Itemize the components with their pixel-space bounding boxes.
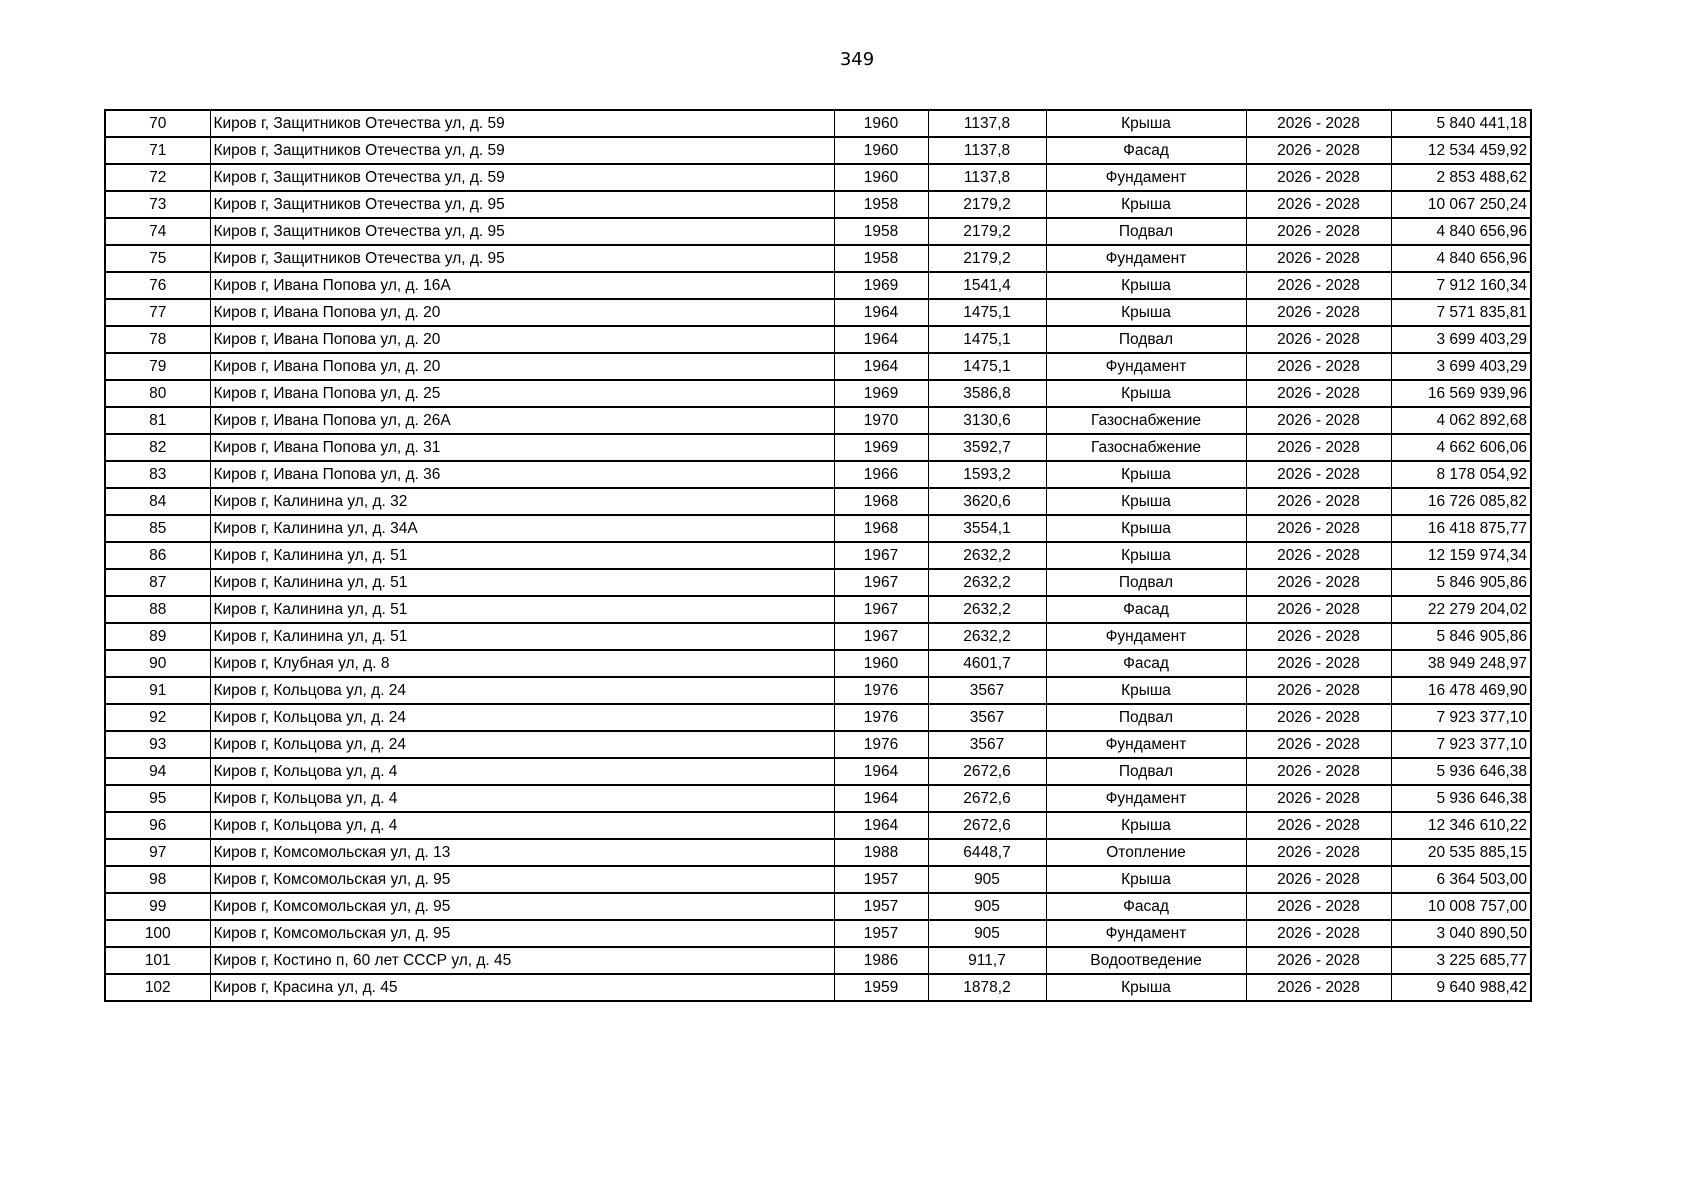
year-cell: 1986 (834, 947, 928, 974)
work-type-cell: Крыша (1046, 488, 1246, 515)
table-row (105, 488, 1531, 515)
cost-cell: 3 699 403,29 (1391, 326, 1531, 353)
year-cell: 1964 (834, 812, 928, 839)
cost-cell: 5 846 905,86 (1391, 569, 1531, 596)
address-cell: Киров г, Ивана Попова ул, д. 26А (210, 407, 834, 434)
work-type-cell: Газоснабжение (1046, 434, 1246, 461)
period-cell: 2026 - 2028 (1246, 245, 1391, 272)
area-cell: 2179,2 (928, 218, 1046, 245)
area-cell: 4601,7 (928, 650, 1046, 677)
cost-cell: 7 912 160,34 (1391, 272, 1531, 299)
period-cell: 2026 - 2028 (1246, 974, 1391, 1001)
cost-cell: 16 726 085,82 (1391, 488, 1531, 515)
year-cell: 1960 (834, 137, 928, 164)
table-row (105, 839, 1531, 866)
year-cell: 1960 (834, 650, 928, 677)
row-number: 77 (105, 299, 210, 326)
row-number: 92 (105, 704, 210, 731)
address-cell: Киров г, Ивана Попова ул, д. 20 (210, 299, 834, 326)
period-cell: 2026 - 2028 (1246, 596, 1391, 623)
work-type-cell: Отопление (1046, 839, 1246, 866)
address-cell: Киров г, Кольцова ул, д. 24 (210, 677, 834, 704)
table-row (105, 191, 1531, 218)
year-cell: 1970 (834, 407, 928, 434)
period-cell: 2026 - 2028 (1246, 893, 1391, 920)
period-cell: 2026 - 2028 (1246, 731, 1391, 758)
cost-cell: 4 662 606,06 (1391, 434, 1531, 461)
work-type-cell: Крыша (1046, 677, 1246, 704)
row-number: 97 (105, 839, 210, 866)
row-number: 93 (105, 731, 210, 758)
area-cell: 3586,8 (928, 380, 1046, 407)
year-cell: 1958 (834, 218, 928, 245)
work-type-cell: Подвал (1046, 326, 1246, 353)
table-row (105, 434, 1531, 461)
cost-cell: 7 923 377,10 (1391, 731, 1531, 758)
work-type-cell: Фундамент (1046, 920, 1246, 947)
address-cell: Киров г, Комсомольская ул, д. 13 (210, 839, 834, 866)
work-type-cell: Крыша (1046, 272, 1246, 299)
year-cell: 1957 (834, 866, 928, 893)
table-row (105, 785, 1531, 812)
address-cell: Киров г, Калинина ул, д. 51 (210, 569, 834, 596)
row-number: 81 (105, 407, 210, 434)
work-type-cell: Фундамент (1046, 353, 1246, 380)
cost-cell: 12 534 459,92 (1391, 137, 1531, 164)
row-number: 94 (105, 758, 210, 785)
address-cell: Киров г, Кольцова ул, д. 24 (210, 731, 834, 758)
area-cell: 2632,2 (928, 623, 1046, 650)
address-cell: Киров г, Красина ул, д. 45 (210, 974, 834, 1001)
row-number: 88 (105, 596, 210, 623)
year-cell: 1960 (834, 164, 928, 191)
period-cell: 2026 - 2028 (1246, 704, 1391, 731)
table-body (105, 110, 1531, 1001)
table-row (105, 893, 1531, 920)
period-cell: 2026 - 2028 (1246, 785, 1391, 812)
table-row (105, 299, 1531, 326)
year-cell: 1964 (834, 326, 928, 353)
year-cell: 1964 (834, 353, 928, 380)
row-number: 70 (105, 110, 210, 137)
address-cell: Киров г, Комсомольская ул, д. 95 (210, 893, 834, 920)
cost-cell: 7 571 835,81 (1391, 299, 1531, 326)
table-row (105, 380, 1531, 407)
row-number: 98 (105, 866, 210, 893)
table-row (105, 326, 1531, 353)
work-type-cell: Крыша (1046, 866, 1246, 893)
area-cell: 2632,2 (928, 542, 1046, 569)
area-cell: 3130,6 (928, 407, 1046, 434)
work-type-cell: Крыша (1046, 191, 1246, 218)
year-cell: 1967 (834, 542, 928, 569)
area-cell: 2632,2 (928, 596, 1046, 623)
row-number: 72 (105, 164, 210, 191)
work-type-cell: Крыша (1046, 380, 1246, 407)
cost-cell: 2 853 488,62 (1391, 164, 1531, 191)
address-cell: Киров г, Защитников Отечества ул, д. 95 (210, 191, 834, 218)
work-type-cell: Подвал (1046, 758, 1246, 785)
work-type-cell: Крыша (1046, 515, 1246, 542)
row-number: 74 (105, 218, 210, 245)
cost-cell: 16 478 469,90 (1391, 677, 1531, 704)
row-number: 82 (105, 434, 210, 461)
row-number: 86 (105, 542, 210, 569)
area-cell: 905 (928, 893, 1046, 920)
cost-cell: 5 936 646,38 (1391, 758, 1531, 785)
period-cell: 2026 - 2028 (1246, 947, 1391, 974)
area-cell: 911,7 (928, 947, 1046, 974)
period-cell: 2026 - 2028 (1246, 920, 1391, 947)
year-cell: 1976 (834, 731, 928, 758)
address-cell: Киров г, Кольцова ул, д. 4 (210, 758, 834, 785)
area-cell: 2672,6 (928, 812, 1046, 839)
address-cell: Киров г, Клубная ул, д. 8 (210, 650, 834, 677)
period-cell: 2026 - 2028 (1246, 866, 1391, 893)
year-cell: 1959 (834, 974, 928, 1001)
cost-cell: 5 840 441,18 (1391, 110, 1531, 137)
table-row (105, 866, 1531, 893)
address-cell: Киров г, Кольцова ул, д. 4 (210, 812, 834, 839)
year-cell: 1958 (834, 191, 928, 218)
row-number: 78 (105, 326, 210, 353)
cost-cell: 3 040 890,50 (1391, 920, 1531, 947)
row-number: 80 (105, 380, 210, 407)
address-cell: Киров г, Ивана Попова ул, д. 36 (210, 461, 834, 488)
area-cell: 1593,2 (928, 461, 1046, 488)
work-type-cell: Крыша (1046, 110, 1246, 137)
table-row (105, 569, 1531, 596)
row-number: 76 (105, 272, 210, 299)
address-cell: Киров г, Ивана Попова ул, д. 31 (210, 434, 834, 461)
period-cell: 2026 - 2028 (1246, 191, 1391, 218)
area-cell: 905 (928, 866, 1046, 893)
table-row (105, 164, 1531, 191)
period-cell: 2026 - 2028 (1246, 839, 1391, 866)
area-cell: 1475,1 (928, 299, 1046, 326)
work-type-cell: Газоснабжение (1046, 407, 1246, 434)
year-cell: 1967 (834, 596, 928, 623)
address-cell: Киров г, Калинина ул, д. 32 (210, 488, 834, 515)
year-cell: 1957 (834, 920, 928, 947)
area-cell: 2672,6 (928, 785, 1046, 812)
row-number: 73 (105, 191, 210, 218)
table-row (105, 245, 1531, 272)
row-number: 101 (105, 947, 210, 974)
page-number: 349 (839, 49, 875, 70)
period-cell: 2026 - 2028 (1246, 407, 1391, 434)
address-cell: Киров г, Защитников Отечества ул, д. 95 (210, 218, 834, 245)
year-cell: 1967 (834, 569, 928, 596)
table-row (105, 272, 1531, 299)
work-type-cell: Фундамент (1046, 164, 1246, 191)
period-cell: 2026 - 2028 (1246, 623, 1391, 650)
row-number: 71 (105, 137, 210, 164)
area-cell: 2632,2 (928, 569, 1046, 596)
row-number: 83 (105, 461, 210, 488)
year-cell: 1958 (834, 245, 928, 272)
row-number: 90 (105, 650, 210, 677)
work-type-cell: Фундамент (1046, 785, 1246, 812)
area-cell: 1541,4 (928, 272, 1046, 299)
period-cell: 2026 - 2028 (1246, 326, 1391, 353)
row-number: 100 (105, 920, 210, 947)
year-cell: 1964 (834, 299, 928, 326)
cost-cell: 4 840 656,96 (1391, 218, 1531, 245)
period-cell: 2026 - 2028 (1246, 164, 1391, 191)
area-cell: 1475,1 (928, 353, 1046, 380)
area-cell: 905 (928, 920, 1046, 947)
year-cell: 1988 (834, 839, 928, 866)
period-cell: 2026 - 2028 (1246, 542, 1391, 569)
area-cell: 3592,7 (928, 434, 1046, 461)
area-cell: 1137,8 (928, 164, 1046, 191)
address-cell: Киров г, Кольцова ул, д. 24 (210, 704, 834, 731)
capital-repair-table (104, 109, 1532, 1002)
cost-cell: 10 008 757,00 (1391, 893, 1531, 920)
work-type-cell: Фасад (1046, 650, 1246, 677)
area-cell: 1878,2 (928, 974, 1046, 1001)
cost-cell: 12 159 974,34 (1391, 542, 1531, 569)
table-row (105, 110, 1531, 137)
period-cell: 2026 - 2028 (1246, 272, 1391, 299)
year-cell: 1964 (834, 758, 928, 785)
table-row (105, 353, 1531, 380)
cost-cell: 10 067 250,24 (1391, 191, 1531, 218)
row-number: 102 (105, 974, 210, 1001)
work-type-cell: Фундамент (1046, 731, 1246, 758)
table-row (105, 677, 1531, 704)
cost-cell: 20 535 885,15 (1391, 839, 1531, 866)
address-cell: Киров г, Ивана Попова ул, д. 16А (210, 272, 834, 299)
work-type-cell: Водоотведение (1046, 947, 1246, 974)
work-type-cell: Крыша (1046, 542, 1246, 569)
period-cell: 2026 - 2028 (1246, 569, 1391, 596)
address-cell: Киров г, Калинина ул, д. 51 (210, 623, 834, 650)
table-row (105, 596, 1531, 623)
address-cell: Киров г, Калинина ул, д. 51 (210, 542, 834, 569)
area-cell: 3567 (928, 677, 1046, 704)
year-cell: 1964 (834, 785, 928, 812)
address-cell: Киров г, Защитников Отечества ул, д. 59 (210, 137, 834, 164)
row-number: 79 (105, 353, 210, 380)
area-cell: 3567 (928, 704, 1046, 731)
row-number: 75 (105, 245, 210, 272)
cost-cell: 16 569 939,96 (1391, 380, 1531, 407)
period-cell: 2026 - 2028 (1246, 110, 1391, 137)
address-cell: Киров г, Комсомольская ул, д. 95 (210, 866, 834, 893)
period-cell: 2026 - 2028 (1246, 137, 1391, 164)
row-number: 89 (105, 623, 210, 650)
table-row (105, 731, 1531, 758)
period-cell: 2026 - 2028 (1246, 758, 1391, 785)
table-row (105, 218, 1531, 245)
table-row (105, 650, 1531, 677)
cost-cell: 5 936 646,38 (1391, 785, 1531, 812)
row-number: 85 (105, 515, 210, 542)
cost-cell: 8 178 054,92 (1391, 461, 1531, 488)
cost-cell: 16 418 875,77 (1391, 515, 1531, 542)
work-type-cell: Фасад (1046, 893, 1246, 920)
year-cell: 1957 (834, 893, 928, 920)
period-cell: 2026 - 2028 (1246, 677, 1391, 704)
cost-cell: 5 846 905,86 (1391, 623, 1531, 650)
table-row (105, 920, 1531, 947)
cost-cell: 9 640 988,42 (1391, 974, 1531, 1001)
row-number: 87 (105, 569, 210, 596)
work-type-cell: Крыша (1046, 812, 1246, 839)
year-cell: 1969 (834, 380, 928, 407)
area-cell: 3567 (928, 731, 1046, 758)
table-row (105, 461, 1531, 488)
year-cell: 1960 (834, 110, 928, 137)
year-cell: 1976 (834, 677, 928, 704)
table-row (105, 137, 1531, 164)
work-type-cell: Крыша (1046, 974, 1246, 1001)
table-row (105, 542, 1531, 569)
area-cell: 1137,8 (928, 137, 1046, 164)
area-cell: 2179,2 (928, 191, 1046, 218)
period-cell: 2026 - 2028 (1246, 515, 1391, 542)
area-cell: 2179,2 (928, 245, 1046, 272)
work-type-cell: Подвал (1046, 704, 1246, 731)
period-cell: 2026 - 2028 (1246, 380, 1391, 407)
address-cell: Киров г, Костино п, 60 лет СССР ул, д. 45 (210, 947, 834, 974)
year-cell: 1969 (834, 272, 928, 299)
year-cell: 1966 (834, 461, 928, 488)
period-cell: 2026 - 2028 (1246, 488, 1391, 515)
address-cell: Киров г, Ивана Попова ул, д. 25 (210, 380, 834, 407)
work-type-cell: Крыша (1046, 299, 1246, 326)
cost-cell: 6 364 503,00 (1391, 866, 1531, 893)
cost-cell: 3 225 685,77 (1391, 947, 1531, 974)
work-type-cell: Фундамент (1046, 245, 1246, 272)
area-cell: 1475,1 (928, 326, 1046, 353)
row-number: 95 (105, 785, 210, 812)
table-row (105, 947, 1531, 974)
work-type-cell: Подвал (1046, 569, 1246, 596)
work-type-cell: Крыша (1046, 461, 1246, 488)
period-cell: 2026 - 2028 (1246, 299, 1391, 326)
period-cell: 2026 - 2028 (1246, 434, 1391, 461)
row-number: 96 (105, 812, 210, 839)
address-cell: Киров г, Кольцова ул, д. 4 (210, 785, 834, 812)
address-cell: Киров г, Защитников Отечества ул, д. 59 (210, 110, 834, 137)
cost-cell: 3 699 403,29 (1391, 353, 1531, 380)
area-cell: 2672,6 (928, 758, 1046, 785)
table-row (105, 515, 1531, 542)
cost-cell: 4 062 892,68 (1391, 407, 1531, 434)
cost-cell: 12 346 610,22 (1391, 812, 1531, 839)
year-cell: 1968 (834, 515, 928, 542)
table-row (105, 623, 1531, 650)
area-cell: 3554,1 (928, 515, 1046, 542)
table-row (105, 758, 1531, 785)
cost-cell: 7 923 377,10 (1391, 704, 1531, 731)
cost-cell: 22 279 204,02 (1391, 596, 1531, 623)
year-cell: 1967 (834, 623, 928, 650)
table-row (105, 704, 1531, 731)
area-cell: 3620,6 (928, 488, 1046, 515)
address-cell: Киров г, Калинина ул, д. 34А (210, 515, 834, 542)
address-cell: Киров г, Комсомольская ул, д. 95 (210, 920, 834, 947)
period-cell: 2026 - 2028 (1246, 353, 1391, 380)
year-cell: 1969 (834, 434, 928, 461)
address-cell: Киров г, Защитников Отечества ул, д. 95 (210, 245, 834, 272)
period-cell: 2026 - 2028 (1246, 812, 1391, 839)
row-number: 99 (105, 893, 210, 920)
address-cell: Киров г, Защитников Отечества ул, д. 59 (210, 164, 834, 191)
table-row (105, 974, 1531, 1001)
table-row (105, 812, 1531, 839)
period-cell: 2026 - 2028 (1246, 650, 1391, 677)
address-cell: Киров г, Ивана Попова ул, д. 20 (210, 326, 834, 353)
work-type-cell: Фасад (1046, 137, 1246, 164)
table-row (105, 407, 1531, 434)
period-cell: 2026 - 2028 (1246, 218, 1391, 245)
work-type-cell: Фундамент (1046, 623, 1246, 650)
row-number: 91 (105, 677, 210, 704)
address-cell: Киров г, Ивана Попова ул, д. 20 (210, 353, 834, 380)
period-cell: 2026 - 2028 (1246, 461, 1391, 488)
work-type-cell: Подвал (1046, 218, 1246, 245)
address-cell: Киров г, Калинина ул, д. 51 (210, 596, 834, 623)
row-number: 84 (105, 488, 210, 515)
cost-cell: 4 840 656,96 (1391, 245, 1531, 272)
area-cell: 6448,7 (928, 839, 1046, 866)
area-cell: 1137,8 (928, 110, 1046, 137)
year-cell: 1968 (834, 488, 928, 515)
work-type-cell: Фасад (1046, 596, 1246, 623)
cost-cell: 38 949 248,97 (1391, 650, 1531, 677)
year-cell: 1976 (834, 704, 928, 731)
